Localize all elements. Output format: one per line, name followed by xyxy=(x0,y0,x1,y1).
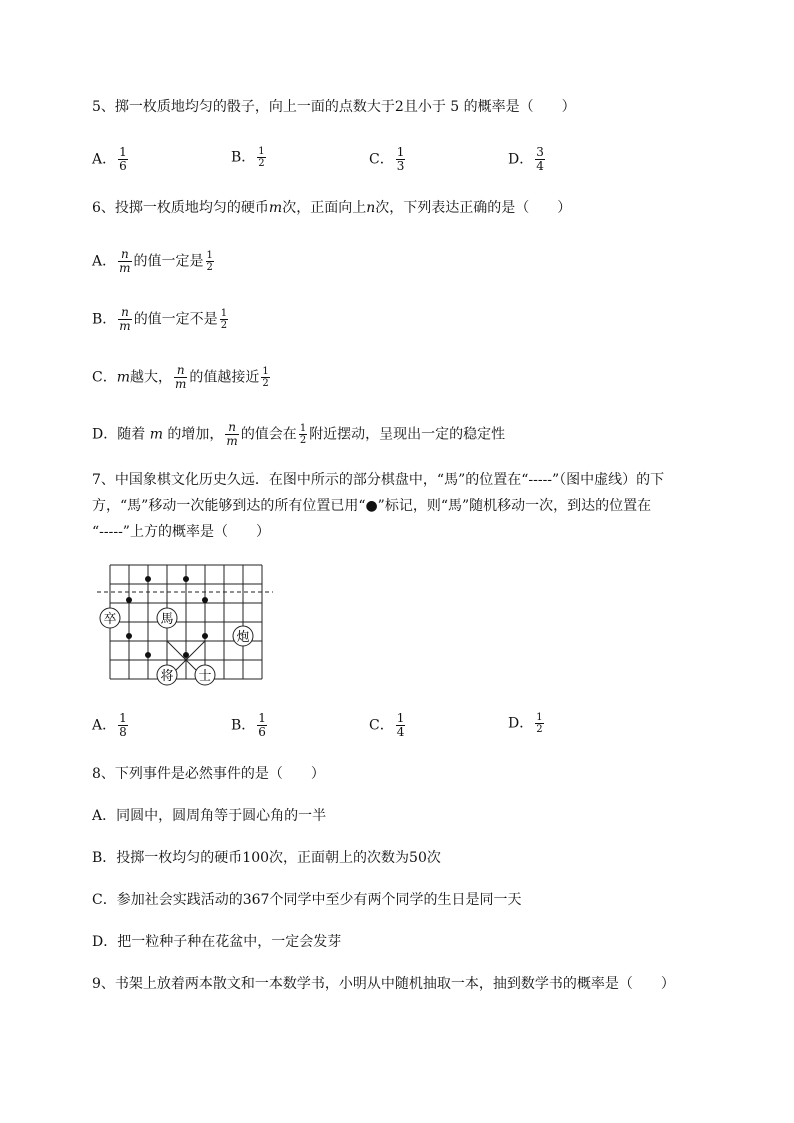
q8-stem: 8、下列事件是必然事件的是（ ） xyxy=(92,766,325,782)
pieces xyxy=(100,608,253,685)
chess-board-figure xyxy=(95,560,275,690)
q6-option-a: A． $\frac{n}{m}$ 的值一定是 $\frac{1}{2}$ xyxy=(92,247,213,275)
q5-stem: 5、掷一枚质地均匀的骰子，向上一面的点数大于2且小于 5 的概率是（ ） xyxy=(92,99,576,115)
q7-stem-line3: “-----”上方的概率是（ ） xyxy=(92,524,270,540)
move-dot xyxy=(145,652,151,658)
move-dot xyxy=(202,633,208,639)
q7-stem-line1: 7、中国象棋文化历史久远．在图中所示的部分棋盘中，“馬”的位置在“-----”（图中虚线）的下 xyxy=(92,472,665,488)
svg-text:馬: 馬 xyxy=(160,612,174,627)
svg-text:卒: 卒 xyxy=(103,612,117,627)
move-dot xyxy=(183,652,189,658)
piece-ma xyxy=(157,608,177,628)
move-dot xyxy=(145,576,151,582)
q9-stem: 9、书架上放着两本散文和一本数学书，小明从中随机抽取一本，抽到数学书的概率是（ ） xyxy=(92,976,675,992)
q5-option-d: D． $\frac{3}{4}$ xyxy=(508,145,544,173)
q8-option-a: A．同圆中，圆周角等于圆心角的一半 xyxy=(92,808,327,824)
svg-text:将: 将 xyxy=(160,669,174,684)
q6-stem: 6、投掷一枚质地均匀的硬币m次，正面向上n次，下列表达正确的是（ ） xyxy=(92,200,572,216)
q6-option-c: C．m越大， $\frac{n}{m}$ 的值越接近 $\frac{1}{2}$ xyxy=(92,363,269,391)
piece-pao xyxy=(233,626,253,646)
move-dot xyxy=(183,576,189,582)
move-dot xyxy=(126,633,132,639)
piece-shi xyxy=(195,665,215,685)
move-dot xyxy=(126,597,132,603)
piece-jiang xyxy=(157,665,177,685)
q6-option-b: B． $\frac{n}{m}$ 的值一定不是 $\frac{1}{2}$ xyxy=(92,305,228,333)
q7-option-a: A． $\frac{1}{8}$ xyxy=(92,711,127,739)
q7-option-c: C． $\frac{1}{4}$ xyxy=(369,711,405,739)
q5-option-a: A． $\frac{1}{6}$ xyxy=(92,145,127,173)
svg-text:炮: 炮 xyxy=(236,630,250,645)
q6-option-d: D．随着 m 的增加， $\frac{n}{m}$ 的值会在 $\frac{1}{2}$ 附近摆动，呈现出一定的稳定性 xyxy=(92,420,506,448)
q5-option-b: B． $\frac{1}{2}$ xyxy=(231,146,265,169)
board-grid xyxy=(110,565,262,679)
piece-zu xyxy=(100,608,120,628)
svg-text:士: 士 xyxy=(198,669,212,684)
q7-option-d: D． $\frac{1}{2}$ xyxy=(508,712,543,735)
q8-option-b: B．投掷一枚均匀的硬币100次，正面朝上的次数为50次 xyxy=(92,850,441,866)
q7-stem-line2: 方，“馬”移动一次能够到达的所有位置已用“●”标记，则“馬”随机移动一次，到达的位置在 xyxy=(92,498,652,514)
q8-option-c: C．参加社会实践活动的367个同学中至少有两个同学的生日是同一天 xyxy=(92,892,522,908)
q5-option-c: C． $\frac{1}{3}$ xyxy=(369,145,405,173)
q7-option-b: B． $\frac{1}{6}$ xyxy=(231,711,266,739)
move-dot xyxy=(202,597,208,603)
q8-option-d: D．把一粒种子种在花盆中，一定会发芽 xyxy=(92,934,342,950)
